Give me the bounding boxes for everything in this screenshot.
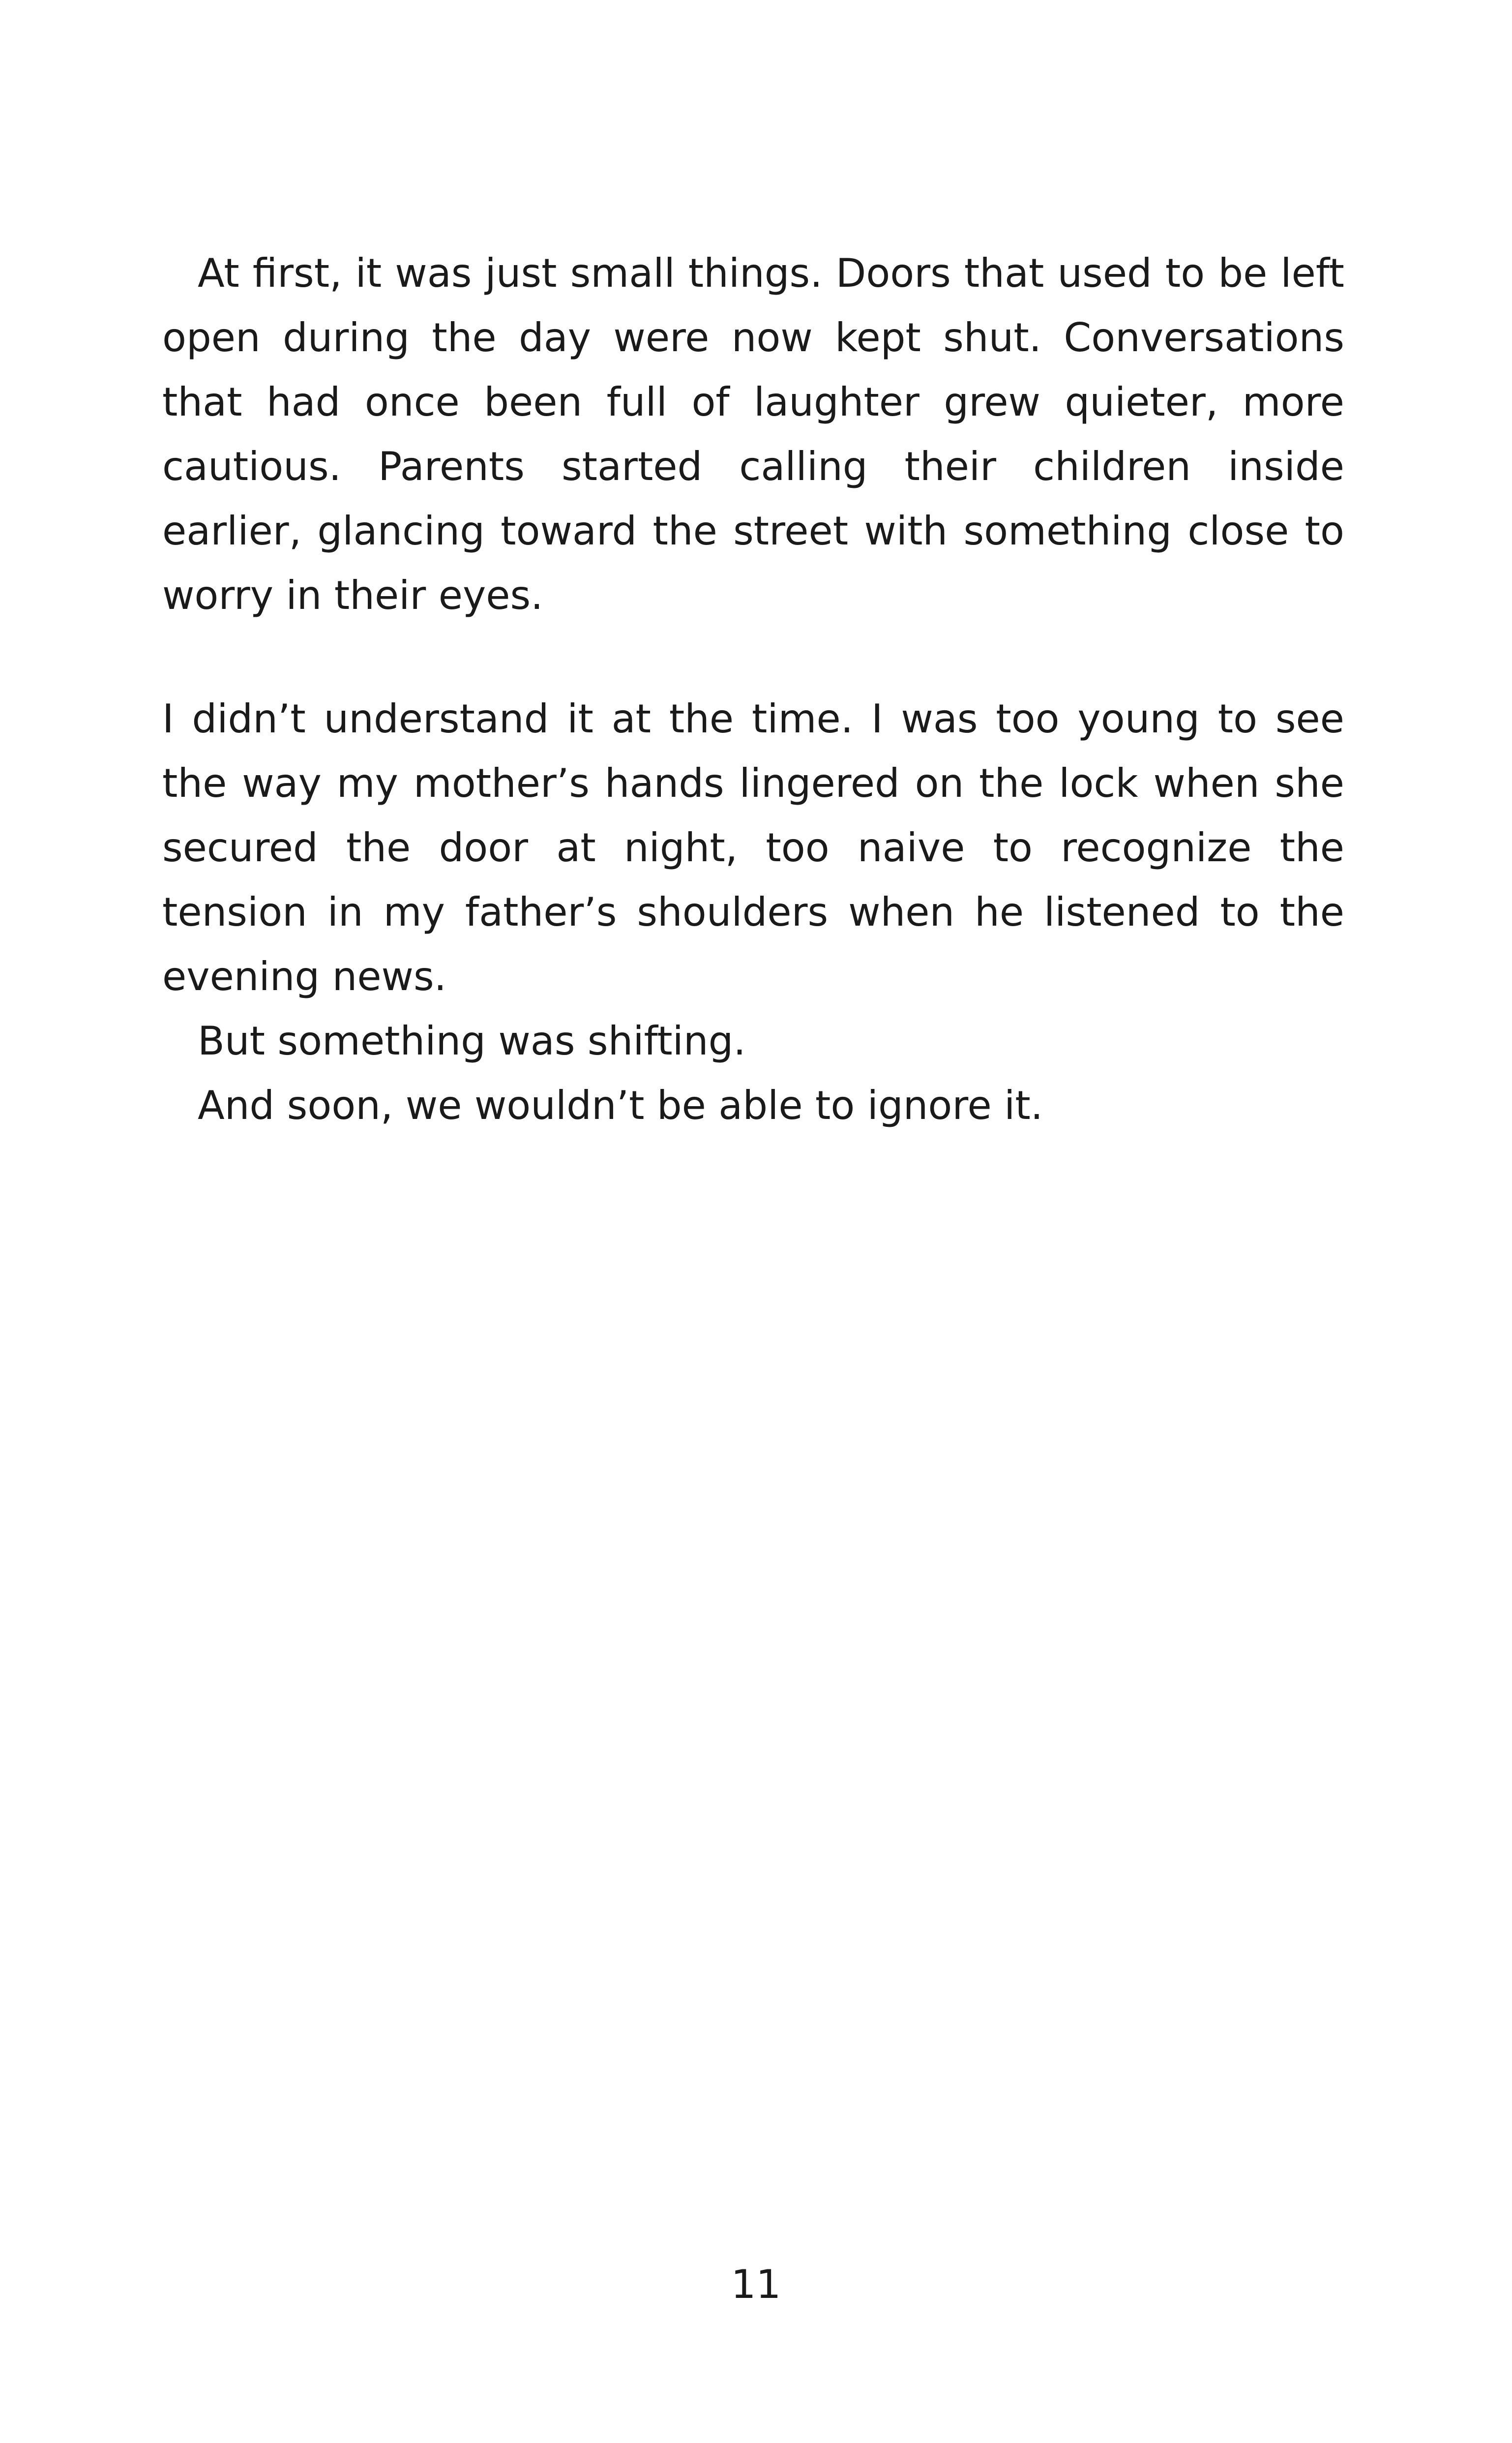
body-text (162, 241, 1344, 1138)
page-number: 11 (731, 2262, 781, 2307)
paragraph-3: But something was shifting. (198, 1018, 746, 1064)
paragraph-1: At first, it was just small things. Doors that used to be left open during the day were now kept shut. Conversations that had once been full of laughter grew quieter, more cautious. Parents started calling their children inside earlier, glancing toward the street with something close to worry in their eyes. (162, 250, 1344, 618)
paragraph-4: And soon, we wouldn’t be able to ignore it. (198, 1083, 1043, 1128)
paragraph-spacer (162, 628, 1344, 687)
paragraph-2: I didn’t understand it at the time. I was too young to see the way my mother’s hands lingered on the lock when she secured the door at night, too naive to recognize the tension in my father’s shoulders when he listened to the evening news. (162, 696, 1344, 999)
